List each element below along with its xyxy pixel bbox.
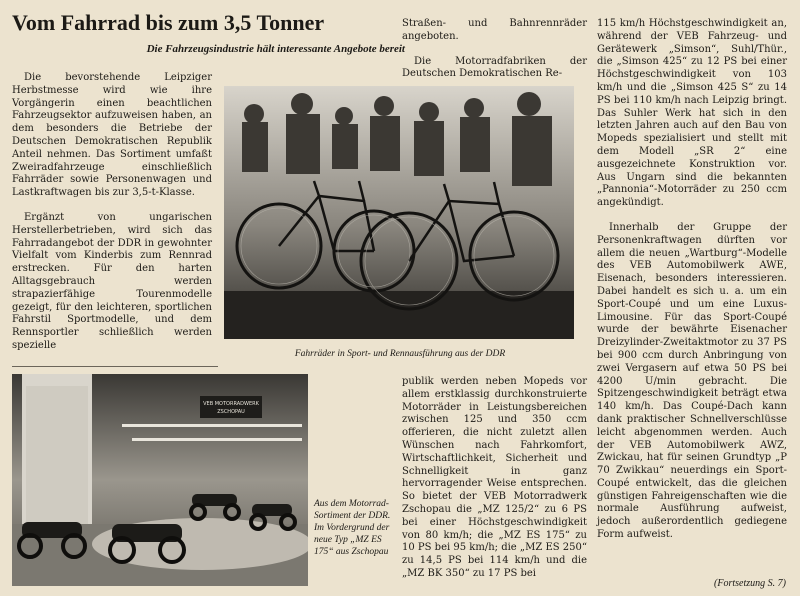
paragraph-bicycles: Ergänzt von ungarischen Herstellerbetrieben, wird sich das Fahrradangebot der DDR in gewohnter Vielfalt vom Kinderbis zum Rennrad erstrecken. Für den harten Alltagsgebrauch werden strapazierfähige Tourenmodelle gezeigt, für den leichteren, sportlichen Fahrstil Sportmodelle, und dem Rennsportler schließlich werden spezielle	[12, 211, 212, 351]
motorcycle-photo	[12, 374, 308, 586]
column-3	[597, 18, 787, 554]
paragraph-mz-models: publik werden neben Mopeds vor allem erstklassig durchkonstruierte Motorräder in Leistungsbereichen zwischen 125 und 350 ccm offerieren, die nicht zuletzt allen Wünschen nach Fahrkomfort, Wirtschaftlichkeit, Sicherheit und Schnelligkeit in ganz hervorragender Weise entsprechen. So bietet der VEB Motorradwerk Zschopau die „MZ 125/2“ zu 6 PS bei einer Höchstgeschwindigkeit von 80 km/h; die „MZ ES 175“ zu 10 PS bei 95 km/h; die „MZ ES 250“ zu 14,5 PS bei 114 km/h und die „MZ BK 350“ zu 17 PS bei	[402, 376, 587, 579]
column-1	[12, 72, 212, 365]
exhibit-sign-line1: VEB MOTORRADWERK	[203, 401, 259, 407]
paragraph-cars: Innerhalb der Gruppe der Personenkraftwagen dürften vor allem die neuen „Wartburg“-Modelle des VEB Automobilwerk AWE, Eisenach, besonders interessieren. Dabei handelt es sich u. a. um ein Sport-Coupé und um eine Luxus-Limousine. Für das Sport-Coupé wurde der bewährte Eisenacher Dreizylinder-Zweitaktmotor zu 37 PS bei 900 ccm durch Anbringung von zwei Vergasern auf etwa 50 PS bei 4200 U/min gebracht. Die Spitzengeschwindigkeit beträgt etwa 140 km/h. Das Coupé-Dach kann dank praktischer Schnellverschlüsse leicht abgenommen werden. Auch der VEB Automobilwerk AWZ, Zwickau, hat für seinen Grundtyp „P 70 Zwikkau“ neuerdings ein Sport-Coupé entwickelt, das die gleichen günstigen Fahreigenschaften wie die normale Ausführung aufweist, jedoch außerordentlich gediegene Form aufweist.	[597, 221, 787, 541]
motorcycle-photo-image	[12, 374, 308, 586]
bicycle-photo	[224, 86, 574, 339]
column-2-top	[402, 18, 587, 93]
divider	[12, 366, 218, 367]
paragraph-racing-bikes: Straßen- und Bahnrennräder angeboten.	[402, 18, 587, 42]
paragraph-intro: Die bevorstehende Leipziger Herbstmesse wird wie ihre Vorgängerin einen beachtlichen Fahrzeugsektor aufzuweisen haben, an dem besonders die Betriebe der Deutschen Demokratischen Republik Anteil nehmen. Das Sortiment umfaßt Zweiradfahrzeuge einschließlich Fahrräder sowie Personenwagen und Lastkraftwagen bis zur 3,5-t-Klasse.	[12, 72, 212, 199]
bicycle-photo-caption: Fahrräder in Sport- und Rennausführung aus der DDR	[294, 349, 506, 359]
motorcycle-photo-caption: Aus dem Motorrad-Sortiment der DDR. Im Vordergrund der neue Typ „MZ ES 175“ aus Zschopau	[314, 499, 391, 557]
continuation-note: (Fortsetzung S. 7)	[714, 578, 786, 589]
bicycle-photo-image	[224, 86, 574, 339]
column-2-bottom	[402, 376, 587, 593]
paragraph-motorcycle-intro: Die Motorradfabriken der Deutschen Demokratischen Re-	[402, 55, 587, 80]
article-subheadline: Die Fahrzeugsindustrie hält interessante Angebote bereit	[146, 43, 405, 55]
paragraph-simson: 115 km/h Höchstgeschwindigkeit an, während der VEB Fahrzeug- und Gerätewerk „Simson“, Suhl/Thür., die „Simson 425“ zu 12 PS bei einer Höchstgeschwindigkeit von 103 km/h und die „Simson 425 S“ zu 14 PS bei 110 km/h nach Leipzig bringt. Das Suhler Werk hat sich in den letzten Jahren auch auf den Bau von Mopeds spezialisiert und stellt mit dem Modell „SR 2“ eine ausgezeichnete Konstruktion vor. Aus Ungarn sind die bekannten „Pannonia“-Motorräder zu 250 ccm angekündigt.	[597, 18, 787, 209]
exhibit-sign-line2: ZSCHOPAU	[217, 409, 245, 415]
article-headline: Vom Fahrrad bis zum 3,5 Tonner	[12, 10, 325, 35]
